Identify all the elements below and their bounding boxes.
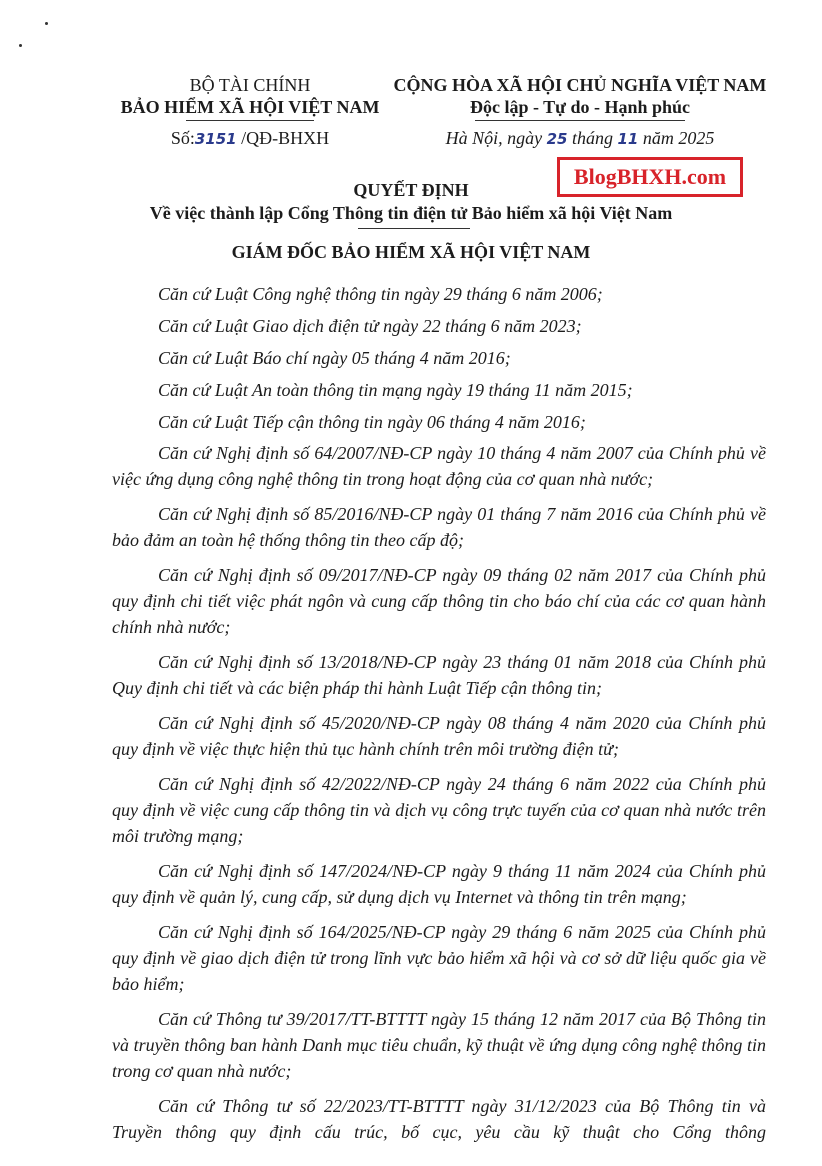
date-month: 11 <box>617 130 639 148</box>
basis-item: Căn cứ Luật Tiếp cận thông tin ngày 06 tháng 4 năm 2016; <box>158 412 586 432</box>
number-prefix: Số: <box>170 128 195 148</box>
scan-speck <box>45 22 48 25</box>
issuer-block <box>100 74 400 150</box>
date-day: 25 <box>546 130 568 148</box>
number-suffix: /QĐ-BHXH <box>236 128 330 148</box>
basis-item: Căn cứ Thông tư 39/2017/TT-BTTTT ngày 15 tháng 12 năm 2017 của Bộ Thông tin và truyền thông ban hành Danh mục tiêu chuẩn, kỹ thuật về ứng dụng công nghệ thông tin trong cơ quan nhà nước; <box>112 1009 766 1081</box>
agency-underline <box>186 120 314 121</box>
basis-item: Căn cứ Luật Báo chí ngày 05 tháng 4 năm 2016; <box>158 348 511 368</box>
document-subtitle: Về việc thành lập Cổng Thông tin điện tử Bảo hiểm xã hội Việt Nam <box>149 203 673 223</box>
basis-item: Căn cứ Luật Công nghệ thông tin ngày 29 tháng 6 năm 2006; <box>158 284 603 304</box>
ministry-name: BỘ TÀI CHÍNH <box>189 75 311 95</box>
national-motto: CỘNG HÒA XÃ HỘI CHỦ NGHĨA VIỆT NAM <box>393 75 767 95</box>
basis-item: Căn cứ Nghị định số 85/2016/NĐ-CP ngày 01 tháng 7 năm 2016 của Chính phủ về bảo đảm an toàn hệ thống thông tin theo cấp độ; <box>112 504 766 550</box>
basis-item: Căn cứ Luật An toàn thông tin mạng ngày 19 tháng 11 năm 2015; <box>158 380 633 400</box>
legal-bases <box>112 278 766 1154</box>
basis-item: Căn cứ Nghị định số 64/2007/NĐ-CP ngày 10 tháng 4 năm 2007 của Chính phủ về việc ứng dụng công nghệ thông tin trong hoạt động của cơ quan nhà nước; <box>112 443 766 489</box>
basis-item: Căn cứ Nghị định số 09/2017/NĐ-CP ngày 09 tháng 02 năm 2017 của Chính phủ quy định chi tiết việc phát ngôn và cung cấp thông tin cho báo chí của các cơ quan hành chính nhà nước; <box>112 565 766 637</box>
basis-item: Căn cứ Nghị định số 147/2024/NĐ-CP ngày 9 tháng 11 năm 2024 của Chính phủ quy định về quản lý, cung cấp, sử dụng dịch vụ Internet và thông tin trên mạng; <box>112 861 766 907</box>
national-block <box>375 74 785 150</box>
date-mid: tháng <box>567 128 618 148</box>
basis-item: Căn cứ Luật Giao dịch điện tử ngày 22 tháng 6 năm 2023; <box>158 316 582 336</box>
basis-item: Căn cứ Nghị định số 45/2020/NĐ-CP ngày 08 tháng 4 năm 2020 của Chính phủ quy định về việc thực hiện thủ tục hành chính trên môi trường điện tử; <box>112 713 766 759</box>
basis-item: Căn cứ Nghị định số 13/2018/NĐ-CP ngày 23 tháng 01 năm 2018 của Chính phủ Quy định chi tiết và các biện pháp thi hành Luật Tiếp cận thông tin; <box>112 652 766 698</box>
basis-item: Căn cứ Nghị định số 42/2022/NĐ-CP ngày 24 tháng 6 năm 2022 của Chính phủ quy định về việc cung cấp thông tin và dịch vụ công trực tuyến của cơ quan nhà nước trên môi trường mạng; <box>112 774 766 846</box>
slogan-underline <box>475 120 685 121</box>
basis-item: Căn cứ Nghị định số 164/2025/NĐ-CP ngày 29 tháng 6 năm 2025 của Chính phủ quy định về giao dịch điện tử trong lĩnh vực bảo hiểm xã hội và cơ sở dữ liệu quốc gia về bảo hiểm; <box>112 922 766 994</box>
watermark-badge: BlogBHXH.com <box>557 157 743 197</box>
authority-heading: GIÁM ĐỐC BẢO HIỂM XÃ HỘI VIỆT NAM <box>231 242 591 262</box>
document-title: QUYẾT ĐỊNH <box>353 180 469 200</box>
document-number <box>100 127 400 150</box>
basis-item: Căn cứ Thông tư số 22/2023/TT-BTTTT ngày 31/12/2023 của Bộ Thông tin và Truyền thông quy định cấu trúc, bố cục, yêu cầu kỹ thuật cho Cổng thông <box>112 1096 766 1142</box>
date-suffix: năm 2025 <box>638 128 715 148</box>
subtitle-underline <box>358 228 470 229</box>
scan-speck <box>19 44 22 47</box>
date-prefix: Hà Nội, ngày <box>445 128 547 148</box>
agency-name: BẢO HIỂM XÃ HỘI VIỆT NAM <box>120 97 380 117</box>
place-date <box>375 127 785 150</box>
national-slogan: Độc lập - Tự do - Hạnh phúc <box>469 97 691 117</box>
number-handwritten: 3151 <box>194 130 237 148</box>
